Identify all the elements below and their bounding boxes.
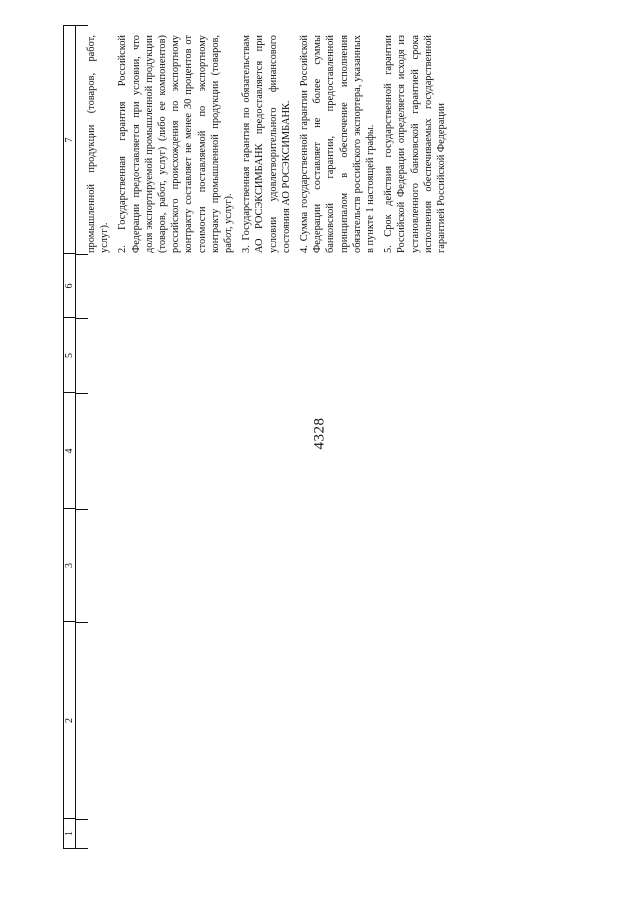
column-7-text: [85, 35, 589, 253]
table-header-row: [63, 25, 76, 849]
header-col-5: 5: [64, 353, 75, 358]
header-col-2: 2: [64, 718, 75, 723]
header-col-7: 7: [64, 137, 75, 143]
paragraph: 4. Сумма государственной гарантии Российской Федерации составляет не более суммы банковской гарантии, предоставленной принципалом в обеспечение исполнения обязательств российского экспортера, указанных в пункте 1 настоящей графы.: [299, 35, 377, 253]
column-divider: [76, 848, 88, 849]
column-divider: [76, 318, 88, 319]
column-divider: [76, 254, 88, 255]
paragraph: 2. Государственная гарантия Российской Федерации предоставляется при условии, что доля экспортируемой промышленной продукции (товаров, работ, услуг) (либо ее компонентов) российского происхождения по экспортному контракту составляет не менее 30 процентов от стоимости поставляемой по экспортному контракту промышленной продукции (товаров, работ, услуг).: [117, 35, 235, 253]
column-divider: [76, 622, 88, 623]
rotated-table: [63, 25, 587, 849]
header-col-1: 1: [64, 831, 75, 836]
column-divider: [76, 819, 88, 820]
page-number: 4328: [311, 417, 328, 450]
paragraph: промышленной продукции (товаров, работ, услуг).: [86, 35, 111, 253]
column-divider: [76, 393, 88, 394]
header-col-3: 3: [64, 563, 75, 568]
column-divider: [76, 509, 88, 510]
header-col-6: 6: [64, 283, 75, 289]
paragraph: 3. Государственная гарантия по обязательствам АО РОСЭКСИМБАНК предоставляется при условии удовлетворительного финансового состояния АО РОСЭКСИМБАНК.: [241, 35, 292, 253]
header-col-4: 4: [64, 448, 75, 454]
paragraph: 5. Срок действия государственной гарантии Российской Федерации определяется исходя из установленного банковской гарантией срока исполнения обеспечиваемых государственной гарантией Российской Федерации: [383, 35, 448, 253]
column-divider: [76, 25, 88, 26]
